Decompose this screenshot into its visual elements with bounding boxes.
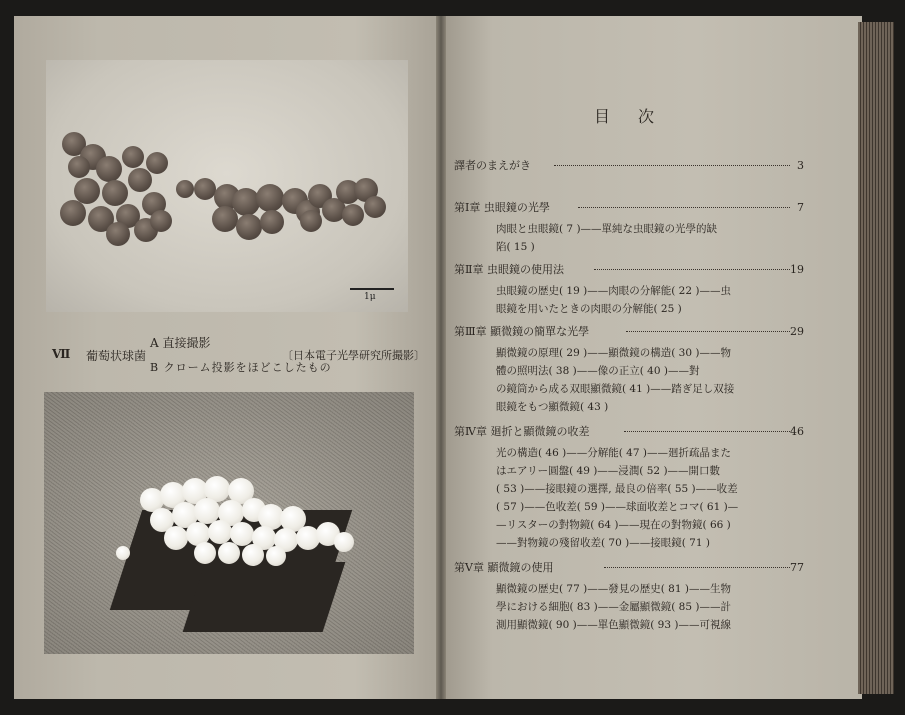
toc-entry-preface: 譯者のまえがき 3 [454,159,804,172]
scale-bar [350,288,394,290]
toc-chapter-3-sections: 顯微鏡の原理( 29 )——顯微鏡の構造( 30 )——物 體の照明法( 38 )——像の正立( 40 )——對 の鏡筒から成る双眼顯微鏡( 41 )——踏ぎ足し双接 眼鏡をもつ顯微鏡( 43 ) [496,347,735,413]
toc-chapter-4: 第Ⅳ章 廻折と顯微鏡の收差 46 [454,425,804,438]
micrograph-shadowed [44,392,414,654]
photo-credit: 〔日本電子光學研究所撮影〕 [282,349,425,362]
toc-chapter-5: 第Ⅴ章 顯微鏡の使用 77 [454,561,804,574]
toc-chapter-1-sections: 肉眼と虫眼鏡( 7 )——單純な虫眼鏡の光學的缺 陷( 15 ) [496,223,718,253]
scale-label: 1μ [364,292,376,302]
toc-chapter-5-sections: 顯微鏡の歴史( 77 )——發見の歴史( 81 )——生物 學における細胞( 83 )——金屬顯微鏡( 85 )——計 測用顯微鏡( 90 )——單色顯微鏡( 93 )——可視線 [496,583,731,631]
plate-title: 葡萄状球菌 [86,349,147,363]
toc-chapter-1: 第Ⅰ章 虫眼鏡の光學 7 [454,201,804,214]
caption-a: A 直接撮影 [150,336,211,350]
toc-chapter-2-sections: 虫眼鏡の歴史( 19 )——肉眼の分解能( 22 )——虫 眼鏡を用いたときの肉眼の分解能( 25 ) [496,285,731,315]
plate-number: Ⅶ [52,347,71,361]
page-edges [858,22,894,694]
toc-chapter-4-sections: 光の構造( 46 )——分解能( 47 )——廻折疏晶また はエアリー圓盤( 49 )——浸潤( 52 )——開口數 ( 53 )——接眼鏡の選擇, 最良の倍率( 55 )——收差 ( 57 )——色收差( 59 )——球面收差とコマ( 61 )— —リスターの對物鏡( 64 )——現在の對物鏡( 66 ) ——對物鏡の殘留收差( 70 )——接眼鏡( 71 ) [496,447,739,549]
toc-chapter-3: 第Ⅲ章 顯微鏡の簡單な光學 29 [454,325,804,338]
book-gutter [436,16,446,699]
caption-b: B クローム投影をほどこしたもの [150,361,332,374]
micrograph-direct [46,60,408,312]
toc-title: 目次 [594,107,683,126]
toc-chapter-2: 第Ⅱ章 虫眼鏡の使用法 19 [454,263,804,276]
